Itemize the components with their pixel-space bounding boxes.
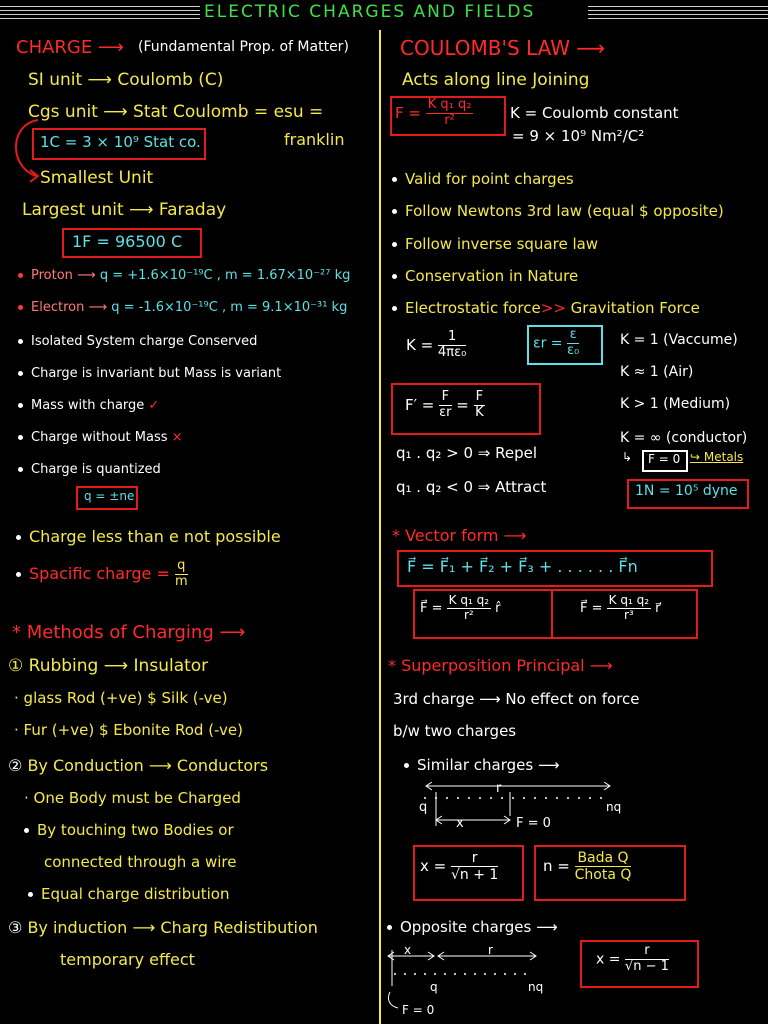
faraday-value: 1F = 96500 C xyxy=(72,232,183,251)
header-rule-left xyxy=(0,6,200,7)
newton-dyne: 1N = 10⁵ dyne xyxy=(635,483,738,499)
k-air: K ≈ 1 (Air) xyxy=(620,364,694,380)
k-constant-value: = 9 × 10⁹ Nm²/C² xyxy=(512,127,645,145)
conduction-d: Equal charge distribution xyxy=(28,885,229,903)
sim-q: q xyxy=(419,800,428,815)
third-charge-cont: b/w two charges xyxy=(393,722,517,740)
header-rule-left xyxy=(0,18,200,19)
point-quantized: Charge is quantized xyxy=(18,462,161,477)
method-conduction: ② By Conduction ⟶ Conductors xyxy=(8,756,269,775)
acts-line: Acts along line Joining xyxy=(402,70,590,90)
sim-r: r xyxy=(496,781,502,796)
page-title: ELECTRIC CHARGES AND FIELDS xyxy=(204,2,536,22)
attract: q₁ . q₂ < 0 ⇒ Attract xyxy=(396,478,547,496)
point-charge-without-mass: Charge without Mass × xyxy=(18,430,183,445)
header-rule-left xyxy=(0,14,200,15)
coulomb-title: COULOMB'S LAW ⟶ xyxy=(400,36,606,60)
charge-desc: (Fundamental Prop. of Matter) xyxy=(138,39,349,55)
conduction-a: · One Body must be Charged xyxy=(24,789,241,807)
header-rule-left xyxy=(0,10,200,11)
coulomb-formula: F = $\frac{\text{K q₁ q₂}}{\text{r²}}$ xyxy=(395,97,472,128)
n-ratio: n = $\frac{\text{Bada Q}}{\text{Chota Q}}$ xyxy=(543,850,632,884)
fprime-equation: F′ = $\frac{F}{\varepsilon r}$ = $\frac{F}{K}$ xyxy=(405,389,484,420)
header-rule-right xyxy=(588,6,768,7)
point-isolated: Isolated System charge Conserved xyxy=(18,334,257,349)
rubbing-a: · glass Rod (+ve) $ Silk (-ve) xyxy=(14,689,228,707)
less-than-e: Charge less than e not possible xyxy=(16,527,281,546)
franklin: franklin xyxy=(284,130,345,149)
f-zero: F = 0 xyxy=(648,452,681,466)
k-vacuum: K = 1 (Vaccume) xyxy=(620,332,738,348)
sim-f0: F = 0 xyxy=(516,816,551,831)
sim-x: x xyxy=(456,816,464,831)
x-opposite: x = $\frac{r}{√n - 1}$ xyxy=(596,943,669,974)
statc-value: 1C = 3 × 10⁹ Stat co. xyxy=(40,133,201,151)
rule-conservation: Conservation in Nature xyxy=(392,267,578,285)
vector-form-2: F⃗ = $\frac{\text{K q₁ q₂}}{\text{r³}}$ r⃗ xyxy=(580,593,661,622)
largest-unit: Largest unit ⟶ Faraday xyxy=(22,200,227,220)
k-equation: K = $\frac{1}{\text{4πε₀}}$ xyxy=(406,329,467,360)
method-rubbing: ① Rubbing ⟶ Insulator xyxy=(8,656,209,676)
x-similar: x = $\frac{r}{√n + 1}$ xyxy=(420,850,499,884)
opp-r: r xyxy=(488,943,493,957)
k-medium: K > 1 (Medium) xyxy=(620,396,731,412)
header-rule-right xyxy=(588,10,768,11)
repel: q₁ . q₂ > 0 ⇒ Repel xyxy=(396,444,538,462)
er-equation: εr = $\frac{\varepsilon}{\text{ε₀}}$ xyxy=(533,327,580,358)
conduction-b: By touching two Bodies or xyxy=(24,821,234,839)
vector-form-1: F⃗ = $\frac{\text{K q₁ q₂}}{\text{r²}}$ r̂ xyxy=(420,593,501,622)
point-mass-with-charge: Mass with charge ✓ xyxy=(18,398,159,413)
charge-title: CHARGE ⟶ xyxy=(16,37,124,58)
rule-electrostatic: Electrostatic force>> Gravitation Force xyxy=(392,299,700,317)
rule-point-charges: Valid for point charges xyxy=(392,170,574,188)
sim-nq: nq xyxy=(606,800,622,814)
smallest-unit: Smallest Unit xyxy=(40,168,154,188)
opp-f0: F = 0 xyxy=(402,1003,435,1017)
vector-forms-divider xyxy=(551,589,553,637)
third-charge: 3rd charge ⟶ No effect on force xyxy=(393,690,640,708)
opposite-charges: Opposite charges ⟶ xyxy=(387,918,558,936)
opp-nq: nq xyxy=(528,980,544,994)
header-rule-right xyxy=(588,14,768,15)
methods-title: * Methods of Charging ⟶ xyxy=(12,622,246,643)
cgs-unit: Cgs unit ⟶ Stat Coulomb = esu = xyxy=(28,102,324,122)
k-conductor: K = ∞ (conductor) xyxy=(620,430,748,446)
opp-x: x xyxy=(404,943,412,957)
point-invariant: Charge is invariant but Mass is variant xyxy=(18,366,281,381)
induction-b: temporary effect xyxy=(60,950,195,969)
rule-inverse-square: Follow inverse square law xyxy=(392,235,598,253)
conduction-c: connected through a wire xyxy=(44,853,237,871)
vector-sum: F⃗ = F⃗₁ + F⃗₂ + F⃗₃ + . . . . . . F⃗n xyxy=(407,557,638,576)
vector-title: * Vector form ⟶ xyxy=(392,526,527,545)
k-constant-label: K = Coulomb constant xyxy=(510,104,679,122)
si-unit: SI unit ⟶ Coulomb (C) xyxy=(28,70,224,90)
column-divider xyxy=(379,30,381,1024)
superposition-title: * Superposition Principal ⟶ xyxy=(388,656,613,675)
conductor-arrow: ↳ xyxy=(622,450,633,464)
metals: ↪ Metals xyxy=(690,450,744,464)
electron-row: Electron ⟶ q = -1.6×10⁻¹⁹C , m = 9.1×10⁻³¹ kg xyxy=(18,300,347,315)
quantized-value: q = ±ne xyxy=(84,489,135,503)
specific-charge: Spacific charge = $\frac{q}{m}$ xyxy=(16,559,188,590)
similar-charges: Similar charges ⟶ xyxy=(404,756,559,774)
opp-q: q xyxy=(430,980,438,994)
proton-row: Proton ⟶ q = +1.6×10⁻¹⁹C , m = 1.67×10⁻²⁷ kg xyxy=(18,268,350,283)
rule-newton: Follow Newtons 3rd law (equal $ opposite) xyxy=(392,202,724,220)
header-rule-right xyxy=(588,18,768,19)
method-induction: ③ By induction ⟶ Charg Redistibution xyxy=(8,918,318,937)
rubbing-b: · Fur (+ve) $ Ebonite Rod (-ve) xyxy=(14,721,244,739)
